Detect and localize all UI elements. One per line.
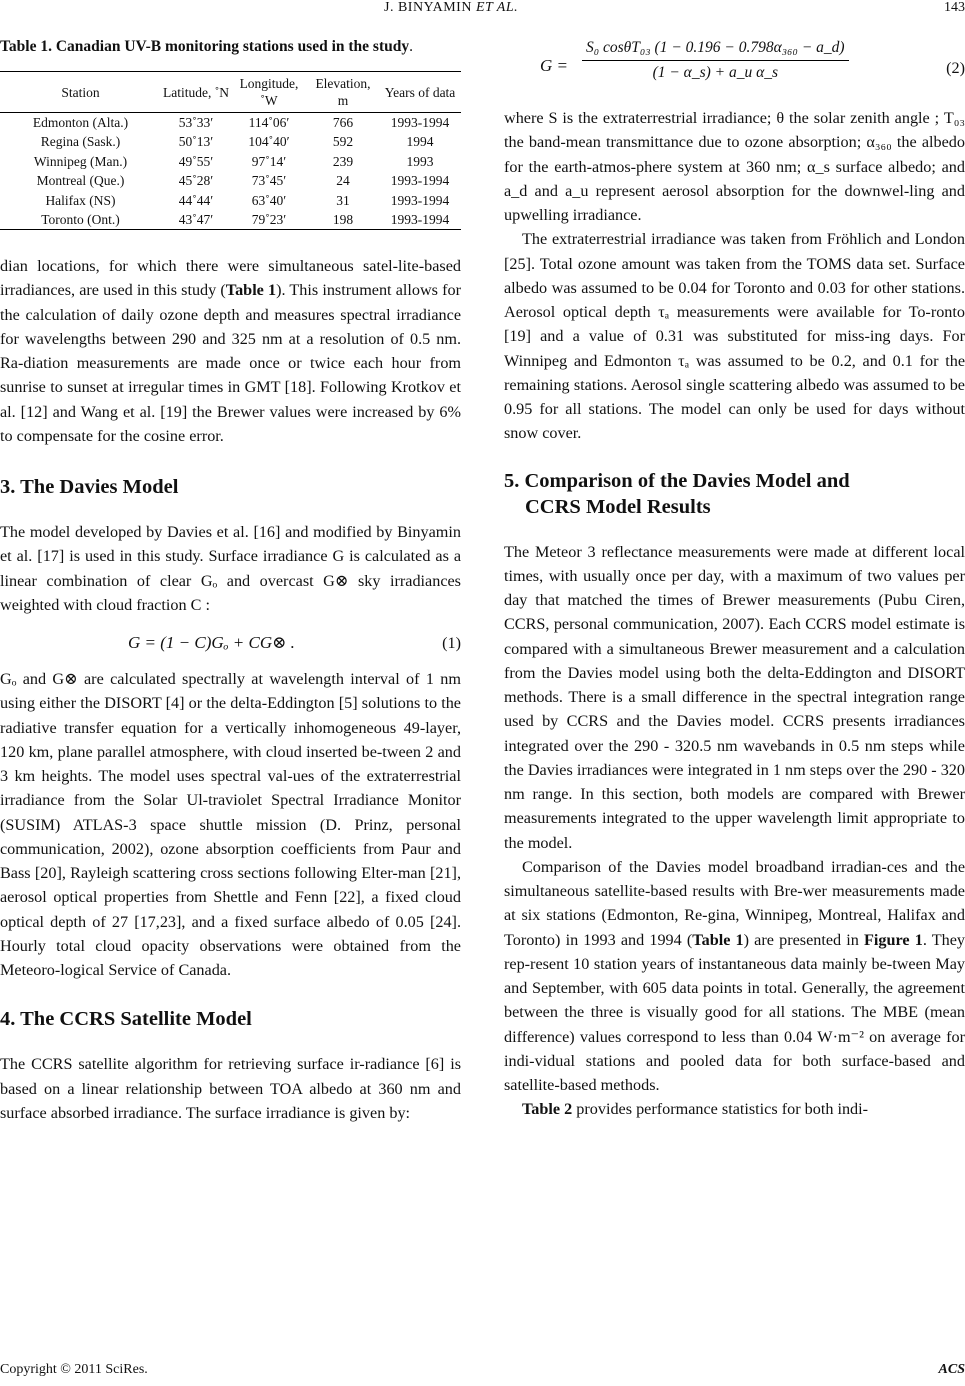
equation-body: G = (1 − C)Gₒ + CG⊗ . (128, 633, 295, 652)
paragraph: The model developed by Davies et al. [16] and modified by Binyamin et al. [17] is used in this study. Surface irradiance G is calculated as a linear combination of clear Gₒ and overcast G⊗ sky irradiances weighted with cloud fraction C : (0, 523, 461, 614)
table-header-cell: Station (0, 72, 161, 113)
table-row: Montreal (Que.) 45˚28′ 73˚45′ 24 1993-1994 (36, 173, 450, 189)
equation-2 (504, 36, 965, 98)
section-heading: 3. The Davies Model (0, 476, 179, 498)
table1-caption: Table 1. Canadian UV-B monitoring stations used in the study. (0, 38, 413, 55)
equation-number: (1) (442, 634, 461, 652)
paragraph: The Meteor 3 reflectance measurements were made at different local times, with usually once per day, with a maximum of two values per day that matched the times of Brewer measurements (Pubu Ciren, CCRS, personal communication, 2007). Each CCRS model estimate is compared with a simultaneous Brewer measurement and a calculation from the Davies model using both the delta-Eddington and DISORT methods. There is a small difference in the spectral integration range used by CCRS and the Davies model. CCRS presents irradiances integrated over the 290 - 320.5 nm wavebands in 0.5 nm steps while the Davies irradiances were integrated in 1 nm steps over the 290 - 320 nm range. In this section, both models are compared with Brewer measurements integrated to the upper wavelength limit appropriate to the model. (504, 542, 965, 852)
page-header (0, 0, 965, 20)
equation-numerator: S₀ cosθT₀₃ (1 − 0.196 − 0.798α₃₆₀ − a_d) (582, 36, 849, 61)
equation-fraction (582, 36, 849, 85)
table-header-cell: Longitude, ˚W (231, 72, 307, 113)
paragraph: Gₒ and G⊗ are calculated spectrally at wavelength interval of 1 nm using either the DISORT [4] or the delta-Eddington [5] solutions to the radiative transfer equation for a vertically inhomogeneous 49-layer, 120 km, plane parallel atmosphere, with cloud inserted be-tween 2 and 3 km heights. The model uses spectral val-ues of the extraterrestrial irradiance from the Solar Ul-traviolet Spectral Irradiance Monitor (SUSIM) ATLAS-3 space shuttle mission (D. Prinz, personal communication, 2002), ozone absorption coefficients from Paur and Bass [20], Rayleigh scattering cross sections following Elter-man [21], aerosol optical properties from Shettle and Fenn [22], a fixed cloud optical depth of 27 [17,23], and a fixed surface albedo of 0.05 [24]. Hourly total cloud opacity observations were obtained from the Meteoro-logical Service of Canada. (0, 670, 461, 979)
page-number: 143 (944, 0, 965, 15)
table-header-cell: Elevation, m (307, 72, 379, 113)
paragraph: dian locations, for which there were simultaneous satel-lite-based irradiances, are used in this study (Table 1). This instrument allows for the calculation of daily ozone depth and measures spectral irradiance for wavelengths between 290 and 325 nm at a resolution of 0.5 nm. Ra-diation measurements are made once or twice each hour from sunrise to sunset at irregular times in GMT [18]. Following Krotkov et al. [12] and Wang et al. [19] the Brewer values were increased by 6% to compensate for the cosine error. (0, 257, 461, 445)
running-head: J. BINYAMIN ET AL. (384, 0, 519, 15)
table-row: Halifax (NS) 44˚44′ 63˚40′ 31 1993-1994 (45, 192, 450, 208)
table-header-cell: Years of data (379, 72, 461, 113)
table-row: Edmonton (Alta.) 53˚33′ 114˚06′ 766 1993-1994 (32, 115, 450, 130)
equation-1 (0, 625, 461, 661)
paragraph: Table 2 provides performance statistics for both indi- (522, 1100, 869, 1119)
table-row: Regina (Sask.) 50˚13′ 104˚40′ 592 1994 (40, 134, 434, 150)
table-row: Winnipeg (Man.) 49˚55′ 97˚14′ 239 1993 (33, 153, 434, 169)
equation-denominator: (1 − α_s) + a_u α_s (652, 64, 779, 81)
left-column (0, 36, 461, 1125)
section-heading: 5. Comparison of the Davies Model and CCRS Model Results (504, 469, 850, 518)
paragraph: where S is the extraterrestrial irradiance; θ the solar zenith angle ; T₀₃ the band-mean transmittance due to ozone absorption; α₃₆₀ the albedo for the earth-atmos-phere system at 360 nm; α_s surface albedo; and a_d and a_u represent aerosol absorption for the downwel-ling and upwelling irradiance. (504, 109, 965, 224)
equation-number: (2) (946, 59, 965, 77)
section-heading: 4. The CCRS Satellite Model (0, 1008, 252, 1031)
copyright-notice: Copyright © 2011 SciRes. (0, 1362, 148, 1377)
right-column (504, 36, 965, 1122)
table-row: Toronto (Ont.) 43˚47′ 79˚23′ 198 1993-1994 (0, 210, 461, 230)
stations-table (0, 71, 461, 230)
equation-lhs: G = (540, 56, 568, 75)
table-header-cell: Latitude, ˚N (161, 72, 231, 113)
paragraph: Comparison of the Davies model broadband irradian-ces and the simultaneous satellite-based results with Bre-wer measurements made at six stations (Edmonton, Re-gina, Winnipeg, Montreal, Halifax and Toronto) in 1993 and 1994 (Table 1) are presented in Figure 1. They rep-resent 10 station years of instantaneous data mainly be-tween May and September, with 605 data points in total. Generally, the agreement between the three is visually good for all stations. The MBE (mean difference) values correspond to less than 0.04 W·m⁻² on average for indi-vidual stations and pooled data for both surface-based and satellite-based methods. (504, 857, 965, 1094)
paragraph: The CCRS satellite algorithm for retrieving surface ir-radiance [6] is based on a linear relationship between TOA albedo at 360 nm and surface absorbed irradiance. The surface irradiance is given by: (0, 1055, 461, 1122)
journal-name: ACS (938, 1362, 965, 1377)
paragraph: The extraterrestrial irradiance was taken from Fröhlich and London [25]. Total ozone amount was taken from the TOMS data set. Surface albedo was assumed to be 0.04 for Toronto and 0.03 for other stations. Aerosol optical depth τₐ measurements were available for To-ronto [19] and a value of 0.31 was substituted for miss-ing days. For Winnipeg and Edmonton τₐ was assumed to be 0.2, and 0.1 for the remaining stations. Aerosol single scattering albedo was assumed to be 0.95 for all stations. The model can only be used for days without snow cover. (504, 230, 965, 443)
